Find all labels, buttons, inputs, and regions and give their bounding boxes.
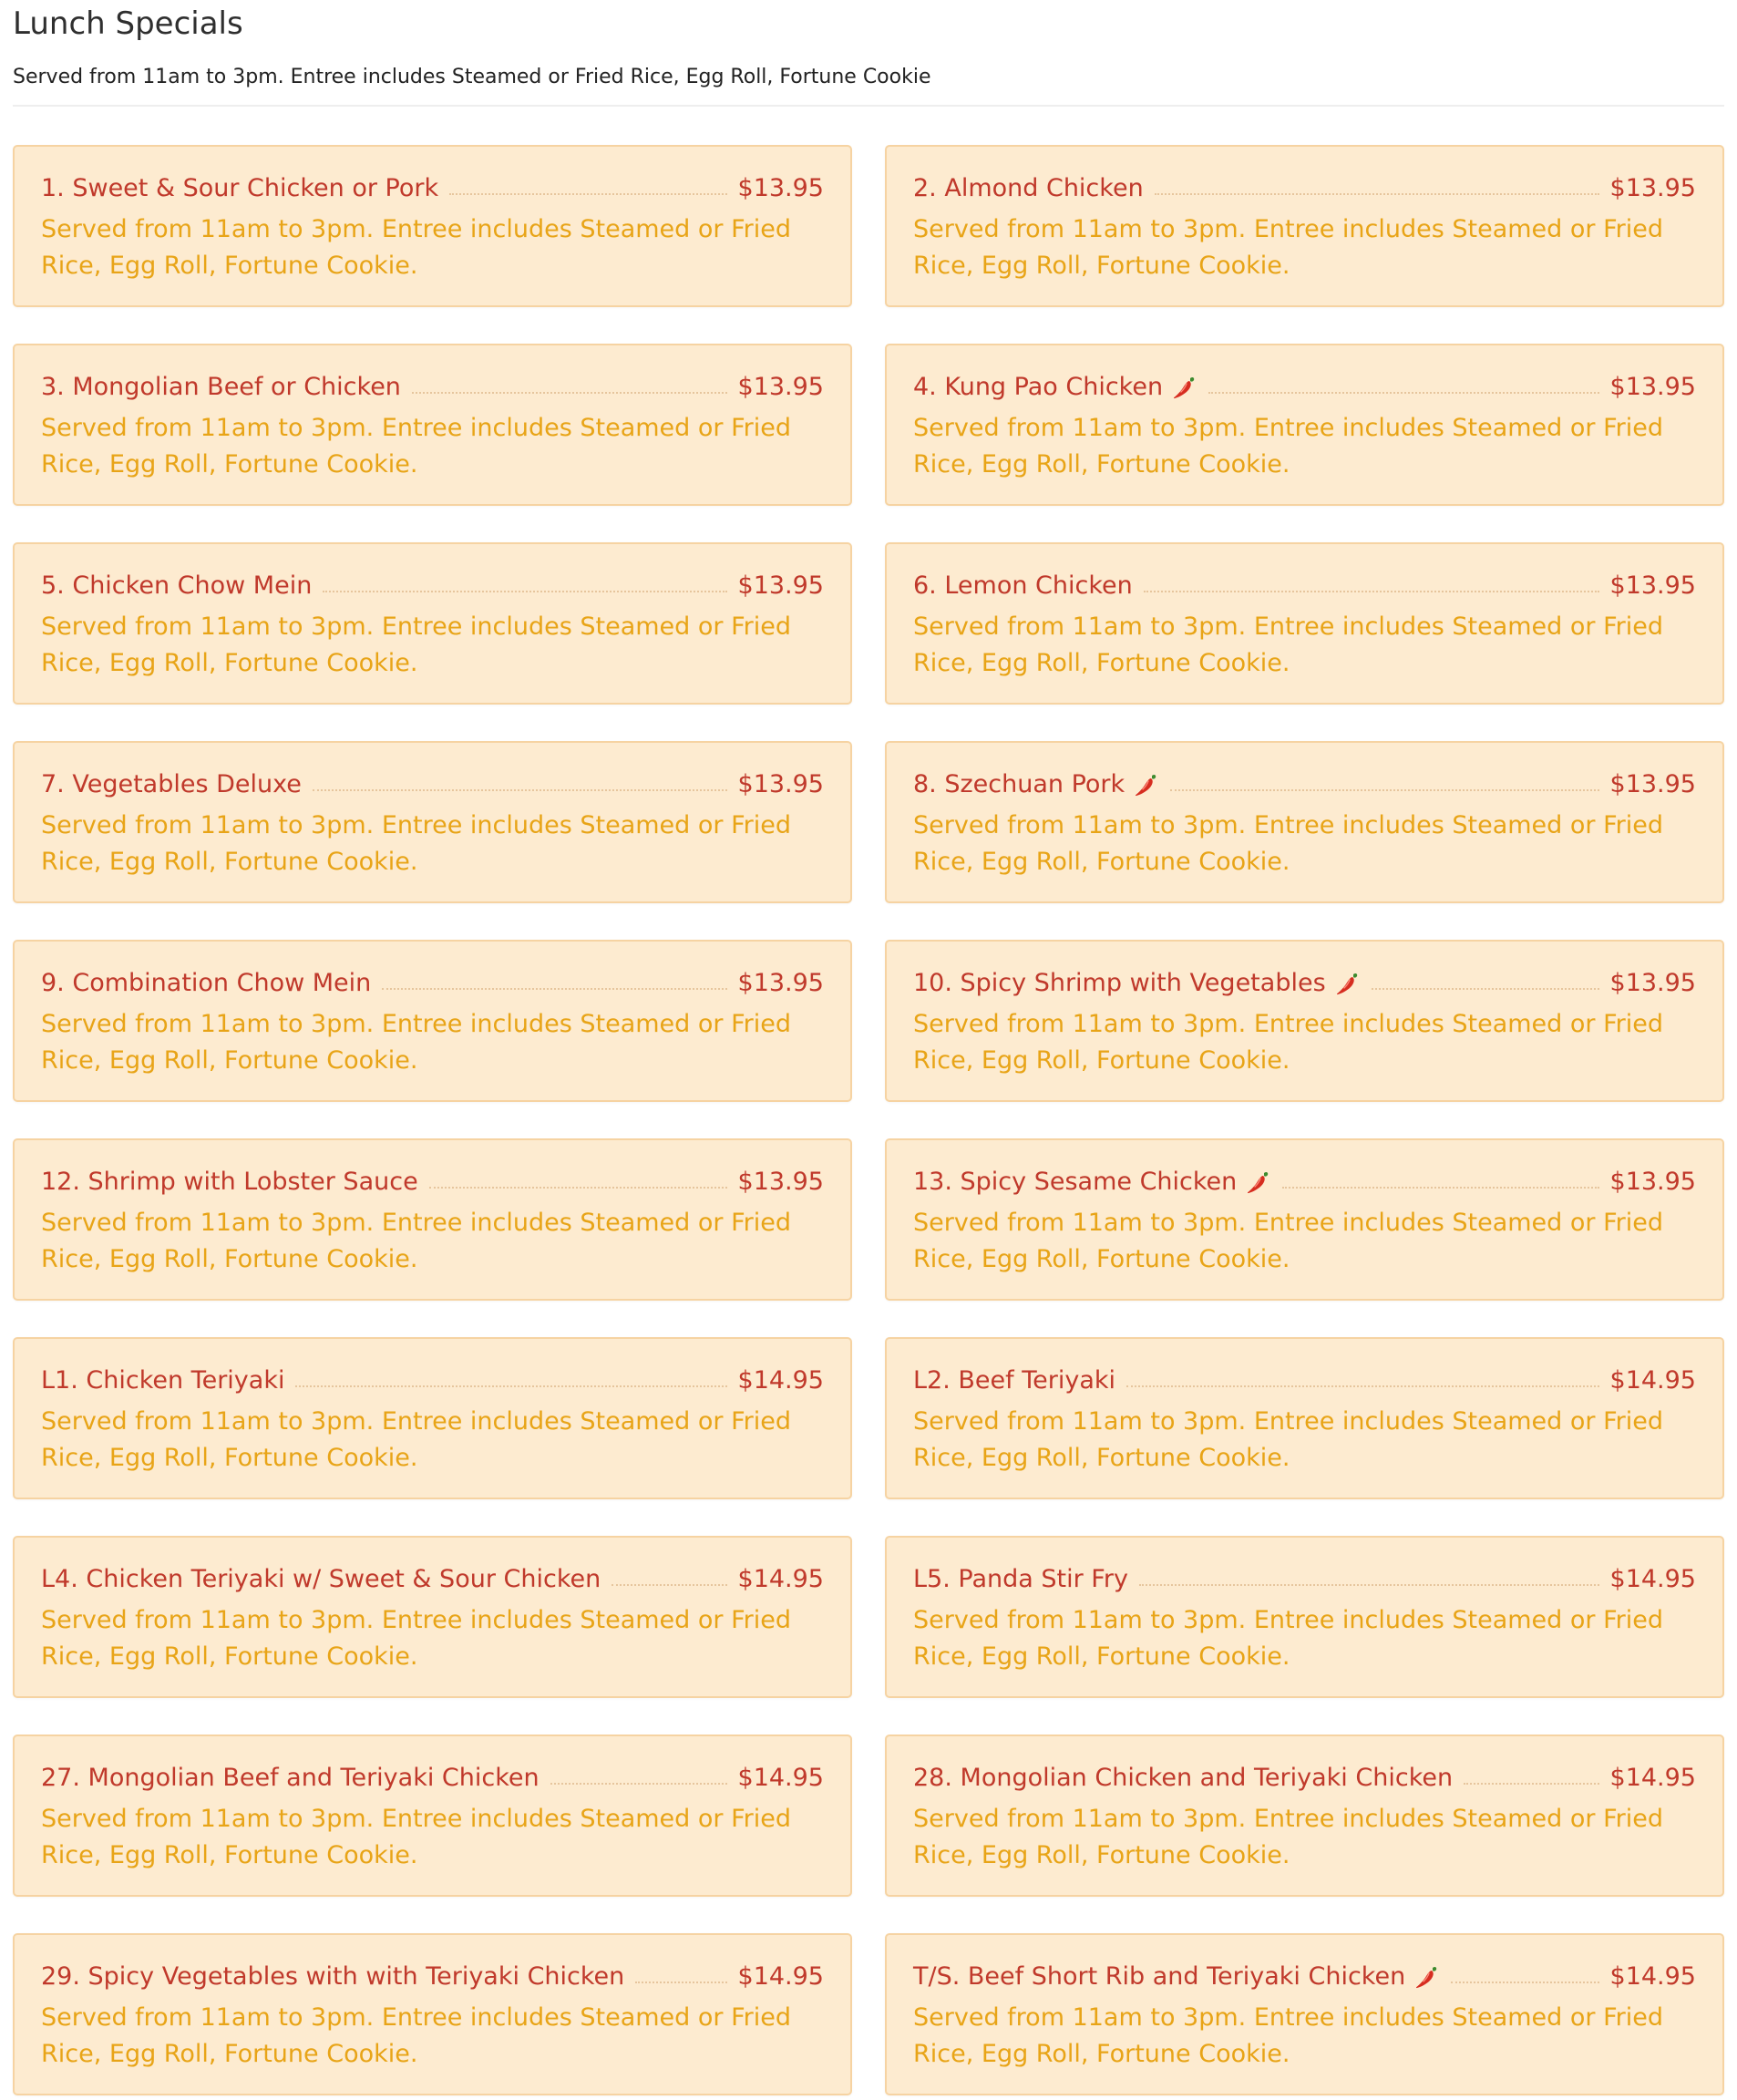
menu-item-name: 6. Lemon Chicken — [913, 571, 1133, 600]
menu-item-header — [913, 1164, 1696, 1200]
menu-item-price: $14.95 — [737, 1366, 824, 1395]
menu-items-grid — [13, 145, 1724, 2095]
menu-item-header — [41, 1363, 824, 1399]
menu-item-name: 1. Sweet & Sour Chicken or Pork — [41, 174, 439, 202]
menu-item-header — [913, 568, 1696, 604]
dotted-leader — [412, 392, 727, 394]
menu-item-name: 29. Spicy Vegetables with with Teriyaki Chicken — [41, 1962, 625, 1991]
menu-item-name: 13. Spicy Sesame Chicken — [913, 1168, 1238, 1196]
menu-item-card[interactable] — [13, 145, 852, 307]
dotted-leader — [449, 193, 726, 195]
menu-item-description: Served from 11am to 3pm. Entree includes Steamed or Fried Rice, Egg Roll, Fortune Cookie. — [41, 414, 792, 479]
menu-item-name: 10. Spicy Shrimp with Vegetables — [913, 969, 1326, 997]
dotted-leader — [382, 988, 726, 990]
menu-item-name: 7. Vegetables Deluxe — [41, 770, 302, 798]
menu-item-card[interactable] — [13, 1138, 852, 1301]
menu-item-price: $13.95 — [737, 571, 824, 600]
menu-item-name: L2. Beef Teriyaki — [913, 1366, 1115, 1395]
menu-item-name: L1. Chicken Teriyaki — [41, 1366, 285, 1395]
chili-pepper-icon — [1132, 771, 1159, 798]
dotted-leader — [1139, 1584, 1599, 1586]
menu-item-description: Served from 11am to 3pm. Entree includes Steamed or Fried Rice, Egg Roll, Fortune Cookie. — [41, 2003, 792, 2068]
menu-item-header — [41, 1164, 824, 1200]
menu-item-card[interactable] — [13, 542, 852, 705]
menu-item-name: 12. Shrimp with Lobster Sauce — [41, 1168, 418, 1196]
page-title: Lunch Specials — [13, 5, 243, 42]
chili-pepper-icon — [1244, 1168, 1271, 1196]
menu-item-card[interactable] — [885, 1735, 1724, 1897]
menu-item-header — [41, 965, 824, 1002]
menu-item-price: $13.95 — [1609, 1168, 1696, 1196]
menu-item-name: 27. Mongolian Beef and Teriyaki Chicken — [41, 1764, 540, 1792]
menu-item-description: Served from 11am to 3pm. Entree includes Steamed or Fried Rice, Egg Roll, Fortune Cookie. — [913, 612, 1664, 677]
chili-pepper-icon — [1170, 374, 1197, 401]
menu-item-description: Served from 11am to 3pm. Entree includes Steamed or Fried Rice, Egg Roll, Fortune Cookie. — [913, 1209, 1664, 1273]
menu-item-price: $13.95 — [737, 174, 824, 202]
menu-item-price: $13.95 — [737, 770, 824, 798]
menu-item-description: Served from 11am to 3pm. Entree includes Steamed or Fried Rice, Egg Roll, Fortune Cookie. — [913, 1010, 1664, 1075]
menu-item-card[interactable] — [885, 1138, 1724, 1301]
menu-item-description: Served from 11am to 3pm. Entree includes Steamed or Fried Rice, Egg Roll, Fortune Cookie. — [41, 1209, 792, 1273]
dotted-leader — [1208, 392, 1598, 394]
menu-item-description: Served from 11am to 3pm. Entree includes Steamed or Fried Rice, Egg Roll, Fortune Cookie. — [913, 215, 1664, 280]
menu-item-price: $14.95 — [1609, 1366, 1696, 1395]
chili-pepper-icon — [1413, 1963, 1440, 1991]
menu-item-description: Served from 11am to 3pm. Entree includes Steamed or Fried Rice, Egg Roll, Fortune Cookie. — [41, 1407, 792, 1472]
menu-item-header — [41, 568, 824, 604]
menu-item-description: Served from 11am to 3pm. Entree includes Steamed or Fried Rice, Egg Roll, Fortune Cookie. — [913, 1606, 1664, 1671]
menu-item-price: $13.95 — [1609, 571, 1696, 600]
menu-item-price: $13.95 — [737, 969, 824, 997]
menu-item-description: Served from 11am to 3pm. Entree includes Steamed or Fried Rice, Egg Roll, Fortune Cookie. — [913, 1805, 1664, 1869]
menu-item-header — [913, 1760, 1696, 1796]
menu-item-price: $14.95 — [737, 1565, 824, 1593]
menu-item-description: Served from 11am to 3pm. Entree includes Steamed or Fried Rice, Egg Roll, Fortune Cookie. — [41, 811, 792, 876]
dotted-leader — [635, 1982, 726, 1983]
menu-item-card[interactable] — [885, 1933, 1724, 2095]
menu-item-header — [41, 1959, 824, 1995]
menu-item-description: Served from 11am to 3pm. Entree includes Steamed or Fried Rice, Egg Roll, Fortune Cookie. — [913, 1407, 1664, 1472]
menu-item-price: $14.95 — [1609, 1962, 1696, 1991]
menu-item-name: 4. Kung Pao Chicken — [913, 373, 1164, 401]
menu-item-card[interactable] — [13, 1735, 852, 1897]
dotted-leader — [550, 1783, 727, 1785]
dotted-leader — [612, 1584, 726, 1586]
dotted-leader — [295, 1385, 726, 1387]
menu-item-header — [41, 1760, 824, 1796]
menu-item-card[interactable] — [885, 542, 1724, 705]
menu-item-description: Served from 11am to 3pm. Entree includes Steamed or Fried Rice, Egg Roll, Fortune Cookie. — [913, 811, 1664, 876]
menu-item-name: 5. Chicken Chow Mein — [41, 571, 313, 600]
menu-item-card[interactable] — [885, 145, 1724, 307]
menu-item-description: Served from 11am to 3pm. Entree includes Steamed or Fried Rice, Egg Roll, Fortune Cookie. — [41, 1010, 792, 1075]
dotted-leader — [1451, 1982, 1598, 1983]
chili-pepper-icon — [1333, 970, 1361, 997]
dotted-leader — [1170, 789, 1598, 791]
menu-item-price: $13.95 — [1609, 770, 1696, 798]
menu-item-name: 3. Mongolian Beef or Chicken — [41, 373, 401, 401]
menu-item-name: T/S. Beef Short Rib and Teriyaki Chicken — [913, 1962, 1406, 1991]
section-description: Served from 11am to 3pm. Entree includes Steamed or Fried Rice, Egg Roll, Fortune Cookie — [13, 66, 931, 88]
menu-item-name: L4. Chicken Teriyaki w/ Sweet & Sour Chicken — [41, 1565, 601, 1593]
menu-item-description: Served from 11am to 3pm. Entree includes Steamed or Fried Rice, Egg Roll, Fortune Cookie. — [41, 1805, 792, 1869]
dotted-leader — [1155, 193, 1599, 195]
menu-item-header — [913, 170, 1696, 207]
dotted-leader — [429, 1187, 727, 1189]
menu-item-header — [913, 965, 1696, 1002]
dotted-leader — [323, 591, 726, 592]
dotted-leader — [1372, 988, 1599, 990]
menu-item-header — [913, 767, 1696, 803]
menu-item-card[interactable] — [13, 741, 852, 903]
menu-item-price: $13.95 — [1609, 174, 1696, 202]
menu-item-description: Served from 11am to 3pm. Entree includes Steamed or Fried Rice, Egg Roll, Fortune Cookie. — [41, 215, 792, 280]
menu-item-name: 28. Mongolian Chicken and Teriyaki Chicken — [913, 1764, 1454, 1792]
menu-item-name: L5. Panda Stir Fry — [913, 1565, 1128, 1593]
menu-item-price: $14.95 — [1609, 1764, 1696, 1792]
menu-item-card[interactable] — [885, 1536, 1724, 1698]
menu-item-price: $14.95 — [737, 1962, 824, 1991]
menu-header — [13, 0, 1724, 91]
menu-item-header — [41, 170, 824, 207]
menu-item-price: $14.95 — [1609, 1565, 1696, 1593]
dotted-leader — [1464, 1783, 1598, 1785]
menu-item-description: Served from 11am to 3pm. Entree includes Steamed or Fried Rice, Egg Roll, Fortune Cookie. — [41, 1606, 792, 1671]
dotted-leader — [1144, 591, 1599, 592]
menu-item-price: $13.95 — [737, 373, 824, 401]
menu-item-card[interactable] — [13, 940, 852, 1102]
menu-item-name: 9. Combination Chow Mein — [41, 969, 372, 997]
menu-item-card[interactable] — [885, 1337, 1724, 1499]
menu-item-card[interactable] — [885, 940, 1724, 1102]
menu-item-card[interactable] — [13, 344, 852, 506]
menu-item-header — [41, 369, 824, 406]
menu-item-price: $13.95 — [1609, 969, 1696, 997]
menu-item-price: $13.95 — [737, 1168, 824, 1196]
menu-item-header — [913, 1959, 1696, 1995]
dotted-leader — [1282, 1187, 1598, 1189]
dotted-leader — [1126, 1385, 1599, 1387]
menu-item-card[interactable] — [13, 1337, 852, 1499]
menu-item-card[interactable] — [885, 344, 1724, 506]
divider — [13, 105, 1724, 107]
menu-item-price: $14.95 — [737, 1764, 824, 1792]
menu-item-description: Served from 11am to 3pm. Entree includes Steamed or Fried Rice, Egg Roll, Fortune Cookie. — [913, 414, 1664, 479]
menu-item-name: 2. Almond Chicken — [913, 174, 1144, 202]
menu-item-description: Served from 11am to 3pm. Entree includes Steamed or Fried Rice, Egg Roll, Fortune Cookie. — [913, 2003, 1664, 2068]
dotted-leader — [313, 789, 727, 791]
menu-item-header — [913, 369, 1696, 406]
menu-item-card[interactable] — [13, 1933, 852, 2095]
menu-item-header — [41, 767, 824, 803]
menu-item-card[interactable] — [13, 1536, 852, 1698]
menu-item-description: Served from 11am to 3pm. Entree includes Steamed or Fried Rice, Egg Roll, Fortune Cookie. — [41, 612, 792, 677]
menu-item-header — [41, 1561, 824, 1598]
menu-item-name: 8. Szechuan Pork — [913, 770, 1125, 798]
menu-item-card[interactable] — [885, 741, 1724, 903]
menu-item-header — [913, 1561, 1696, 1598]
menu-item-price: $13.95 — [1609, 373, 1696, 401]
menu-item-header — [913, 1363, 1696, 1399]
